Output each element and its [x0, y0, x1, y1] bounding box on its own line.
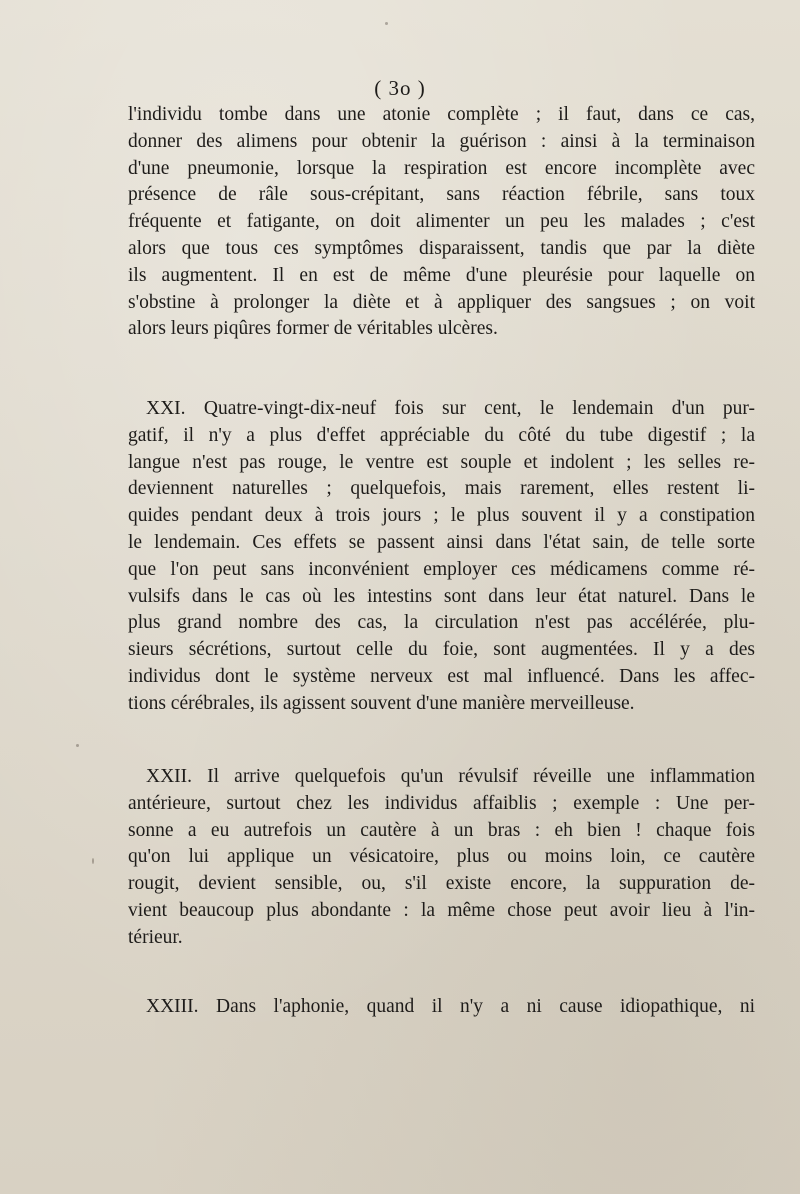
text-line: gatif, il n'y a plus d'effet appréciable du côté du tube digestif ; la	[128, 424, 755, 446]
text-line: individus dont le système nerveux est mal influencé. Dans les affec-	[128, 665, 755, 687]
paper-speck	[385, 22, 388, 25]
text-line: térieur.	[128, 926, 183, 948]
section-xxiii	[128, 994, 755, 1021]
paragraph-text	[128, 396, 755, 718]
text-line: deviennent naturelles ; quelquefois, mais rarement, elles restent li-	[128, 478, 755, 500]
text-line: sonne a eu autrefois un cautère à un bras : eh bien ! chaque fois	[128, 819, 755, 841]
section-number: XXII.	[146, 766, 193, 787]
text-line-content: Il arrive quelquefois qu'un révulsif réveille une inflammation	[207, 766, 755, 787]
text-line: tions cérébrales, ils agissent souvent d'une manière merveilleuse.	[128, 692, 635, 714]
text-line-content: Quatre-vingt-dix-neuf fois sur cent, le lendemain d'un pur-	[203, 398, 755, 419]
text-line: l'individu tombe dans une atonie complète ; il faut, dans ce cas,	[128, 104, 755, 125]
text-line: sieurs sécrétions, surtout celle du foie, sont augmentées. Il y a des	[128, 639, 755, 661]
section-number: XXIII.	[146, 996, 199, 1017]
paragraph-text	[128, 764, 755, 952]
text-line: plus grand nombre des cas, la circulation n'est pas accélérée, plu-	[128, 612, 755, 634]
section-number: XXI.	[146, 398, 186, 419]
paper-speck	[92, 858, 94, 864]
text-line: que l'on peut sans inconvénient employer ces médicamens comme ré-	[128, 558, 755, 580]
section-xxi	[128, 396, 755, 718]
paper-speck	[76, 744, 79, 747]
text-line: quides pendant deux à trois jours ; le plus souvent il y a constipation	[128, 505, 755, 527]
text-line: ils augmentent. Il en est de même d'une pleurésie pour laquelle on	[128, 264, 755, 286]
text-line: antérieure, surtout chez les individus affaiblis ; exemple : Une per-	[128, 792, 755, 814]
text-line-first	[128, 994, 755, 1021]
text-line: présence de râle sous-crépitant, sans réaction fébrile, sans toux	[128, 184, 755, 206]
paragraph-continuation	[128, 102, 755, 343]
text-line: d'une pneumonie, lorsque la respiration est encore incomplète avec	[128, 157, 755, 179]
paragraph-text	[128, 994, 755, 1021]
text-line-first	[128, 396, 755, 423]
text-line: vulsifs dans le cas où les intestins sont dans leur état naturel. Dans le	[128, 585, 755, 607]
section-xxii	[128, 764, 755, 952]
text-line: rougit, devient sensible, ou, s'il existe encore, la suppuration de-	[128, 873, 755, 895]
text-line: alors leurs piqûres former de véritables ulcères.	[128, 318, 498, 340]
text-line-first	[128, 764, 755, 791]
page-number: ( 3o )	[374, 76, 426, 100]
text-line: donner des alimens pour obtenir la guérison : ainsi à la terminaison	[128, 130, 755, 152]
text-line: vient beaucoup plus abondante : la même chose peut avoir lieu à l'in-	[128, 899, 755, 921]
text-line: langue n'est pas rouge, le ventre est souple et indolent ; les selles re-	[128, 451, 755, 473]
text-line: s'obstine à prolonger la diète et à appliquer des sangsues ; on voit	[128, 291, 755, 313]
text-line: qu'on lui applique un vésicatoire, plus ou moins loin, ce cautère	[128, 846, 755, 868]
text-line: le lendemain. Ces effets se passent ainsi dans l'état sain, de telle sorte	[128, 531, 755, 553]
text-line-content: Dans l'aphonie, quand il n'y a ni cause idiopathique, ni	[216, 996, 755, 1017]
text-line: alors que tous ces symptômes disparaissent, tandis que par la diète	[128, 237, 755, 259]
paragraph-text	[128, 102, 755, 343]
text-line: fréquente et fatigante, on doit alimenter un peu les malades ; c'est	[128, 211, 755, 233]
